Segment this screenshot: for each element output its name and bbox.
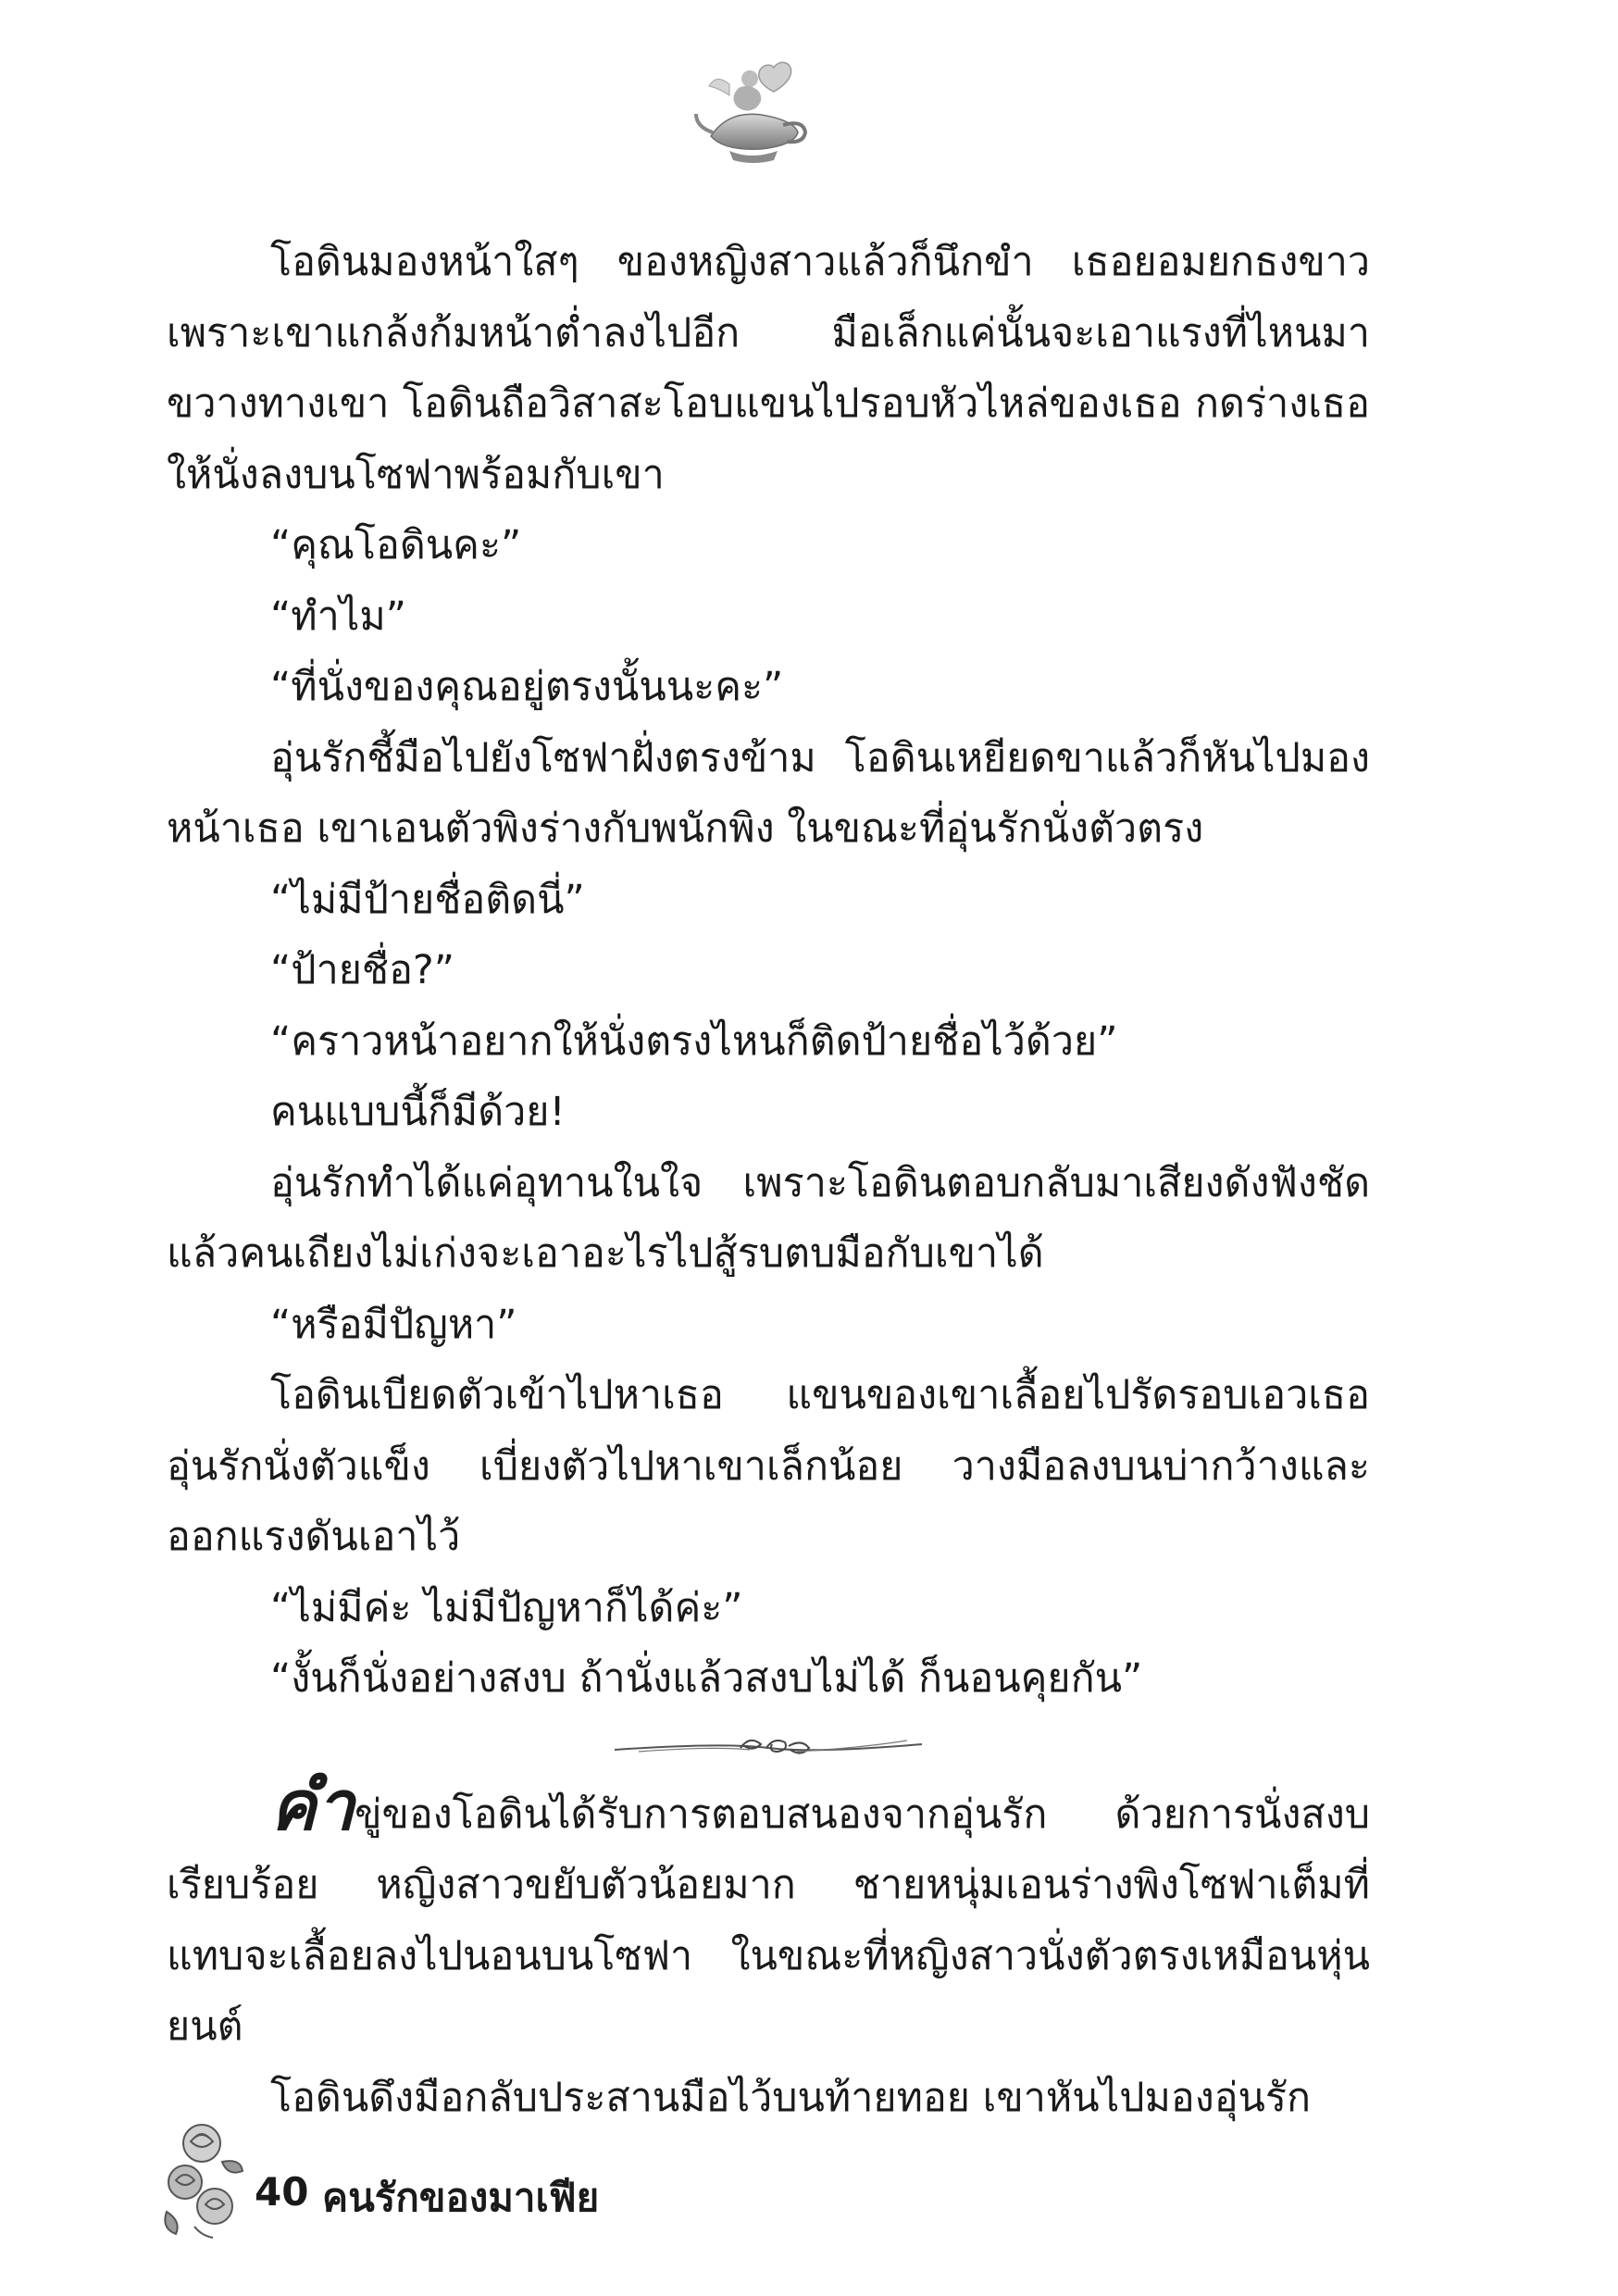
- dialog-line: “งั้นก็นั่งอย่างสงบ ถ้านั่งแล้วสงบไม่ได้ ก็นอนคุยกัน”: [270, 1655, 1143, 1702]
- body-text: [167, 227, 1370, 2133]
- dialog-line: “คุณโอดินคะ”: [270, 522, 522, 568]
- paragraph: อุ่นรักชี้มือไปยังโซฟาฝั่งตรงข้าม โอดินเหยียดขาแล้วก็หันไปมองหน้าเธอ เขาเอนตัวพิงร่างกับพนักพิง ในขณะที่อุ่นรักนั่งตัวตรง: [167, 734, 1370, 852]
- dialog-line: “คราวหน้าอยากให้นั่งตรงไหนก็ติดป้ายชื่อไว้ด้วย”: [270, 1017, 1118, 1065]
- paragraph: โอดินดึงมือกลับประสานมือไว้บนท้ายทอย เขาหันไปมองอุ่นรัก: [270, 2074, 1312, 2121]
- page-footer: [157, 2115, 805, 2245]
- dialog-line: “หรือมีปัญหา”: [270, 1301, 517, 1348]
- dialog-line: “ป้ายชื่อ?”: [270, 947, 455, 993]
- dropcap-word: คำ: [270, 1766, 355, 1846]
- paragraph: อุ่นรักทำได้แค่อุทานในใจ เพราะโอดินตอบกลับมาเสียงดังฟังชัดแล้วคนเถียงไม่เก่งจะเอาอะไรไปสู้รบตบมือกับเขาได้: [167, 1159, 1370, 1277]
- dialog-line: “ไม่มีป้ายชื่อติดนี่”: [270, 876, 585, 923]
- dialog-line: “ไม่มีค่ะ ไม่มีปัญหาก็ได้ค่ะ”: [270, 1584, 743, 1631]
- dialog-line: “ที่นั่งของคุณอยู่ตรงนั้นนะคะ”: [270, 664, 784, 710]
- dialog-line: “ทำไม”: [270, 593, 407, 640]
- paragraph: โอดินมองหน้าใสๆ ของหญิงสาวแล้วก็นึกขำ เธอยอมยกธงขาว เพราะเขาแกล้งก้มหน้าต่ำลงไปอีก มือเล็กแค่นั้นจะเอาแรงที่ไหนมาขวางทางเขา โอดินถือวิสาสะโอบแขนไปรอบหัวไหล่ของเธอ กดร่างเธอให้นั่งลงบนโซฟาพร้อมกับเขา: [167, 239, 1370, 498]
- dropcap-paragraph: [167, 1766, 1370, 2063]
- paragraph: โอดินเบียดตัวเข้าไปหาเธอ แขนของเขาเลื้อยไปรัดรอบเอวเธอ อุ่นรักนั่งตัวแข็ง เบี่ยงตัวไปหาเขาเล็กน้อย วางมือลงบนบ่ากว้างและออกแรงดันเอาไว้: [167, 1372, 1370, 1560]
- cupid-teapot-ornament-icon: [692, 51, 813, 171]
- flourish-divider-icon: [611, 1728, 926, 1768]
- book-title: คนรักของมาเฟีย: [322, 2175, 600, 2220]
- rose-bouquet-icon: [157, 2115, 246, 2245]
- page-number: 40: [255, 2169, 309, 2215]
- paragraph-rest: ขู่ของโอดินได้รับการตอบสนองจากอุ่นรัก ด้วยการนั่งสงบเรียบร้อย หญิงสาวขยับตัวน้อยมาก ชายหนุ่มเอนร่างพิงโซฟาเต็มที่ แทบจะเลื้อยลงไปนอนบนโซฟา ในขณะที่หญิงสาวนั่งตัวตรงเหมือนหุ่นยนต์: [167, 1791, 1370, 2050]
- dialog-line: คนแบบนี้ก็มีด้วย!: [270, 1089, 566, 1135]
